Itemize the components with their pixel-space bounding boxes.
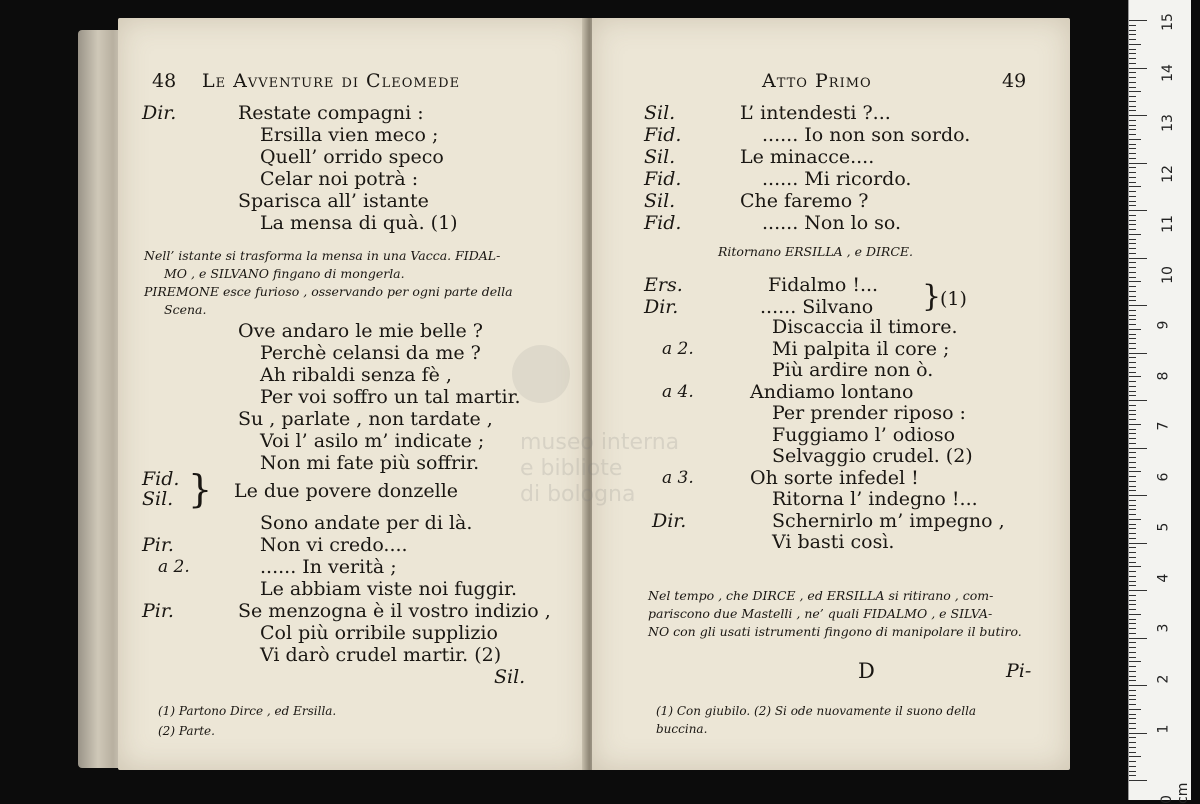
speaker-label: Dir. <box>142 102 177 124</box>
ruler-tick <box>1129 500 1136 501</box>
ruler-tick <box>1129 357 1136 358</box>
ruler-tick <box>1129 771 1136 772</box>
ruler-tick <box>1129 628 1136 629</box>
ruler-tick <box>1129 96 1136 97</box>
ruler-tick <box>1129 733 1147 734</box>
ruler-tick <box>1129 49 1136 50</box>
pir-verse-line: Col più orribile supplizio <box>260 622 498 644</box>
ruler-tick <box>1129 576 1136 577</box>
ruler-tick <box>1129 557 1136 558</box>
ruler-tick <box>1129 139 1141 140</box>
verse-line: Ersilla vien meco ; <box>260 124 439 146</box>
ruler-tick <box>1129 329 1141 330</box>
ruler-tick <box>1129 562 1136 563</box>
ruler-tick <box>1129 552 1136 553</box>
ruler-tick <box>1129 163 1147 164</box>
ruler-tick <box>1129 243 1136 244</box>
ruler-tick <box>1129 272 1136 273</box>
ruler-tick <box>1129 58 1136 59</box>
ruler-number: 3 <box>1155 623 1172 633</box>
ruler-tick <box>1129 148 1136 149</box>
ruler-tick <box>1129 338 1136 339</box>
right-page-number: 49 <box>1002 70 1027 92</box>
verse-line: La mensa di quà. (1) <box>260 212 458 234</box>
verse-line: Sparisca all’ istante <box>238 190 429 212</box>
ruler-tick <box>1129 296 1136 297</box>
ruler-tick <box>1129 115 1147 116</box>
ruler-tick <box>1129 647 1136 648</box>
ruler-tick <box>1129 410 1136 411</box>
ruler-tick <box>1129 386 1136 387</box>
verse-line: ...... Non lo so. <box>762 212 902 234</box>
ruler-number: 7 <box>1155 421 1172 431</box>
speaker-label: Fid. <box>644 168 682 190</box>
ruler-tick <box>1129 471 1141 472</box>
ruler-tick <box>1129 129 1136 130</box>
ruler-tick <box>1129 414 1136 415</box>
speaker-dir: Dir. <box>644 296 679 318</box>
speaker-label: a 3. <box>662 467 694 488</box>
verse-line: Discaccia il timore. <box>772 316 958 338</box>
ruler-tick <box>1129 262 1136 263</box>
verse-line: ...... Mi ricordo. <box>762 168 912 190</box>
right-page <box>592 18 1070 770</box>
ruler-tick <box>1129 652 1136 653</box>
ruler-tick <box>1129 196 1136 197</box>
ruler-tick <box>1129 353 1147 354</box>
brace-right: } <box>922 279 942 314</box>
ruler-tick <box>1129 638 1147 639</box>
ruler-tick <box>1129 547 1136 548</box>
ruler-number: 9 <box>1155 320 1172 330</box>
signature-mark: D <box>858 659 875 683</box>
watermark-logo <box>512 345 570 403</box>
ruler-tick <box>1129 495 1147 496</box>
ruler-tick <box>1129 766 1136 767</box>
ruler-tick <box>1129 34 1136 35</box>
ruler-tick <box>1129 623 1136 624</box>
ruler-tick <box>1129 752 1136 753</box>
ruler-tick <box>1129 680 1136 681</box>
ruler-tick <box>1129 239 1136 240</box>
ruler-tick <box>1129 253 1136 254</box>
ruler-tick <box>1129 334 1136 335</box>
ruler-number: 10 <box>1159 265 1176 284</box>
ruler-tick <box>1129 690 1136 691</box>
ruler-tick <box>1129 699 1136 700</box>
ruler-tick <box>1129 509 1136 510</box>
ruler-tick <box>1129 362 1136 363</box>
stage-bottom-1: Nel tempo , che DIRCE , ed ERSILLA si ritirano , com- <box>648 588 994 603</box>
stage-direction-4: Scena. <box>164 302 207 317</box>
ruler-number: 11 <box>1159 215 1176 233</box>
ruler-tick <box>1129 614 1141 615</box>
ruler-tick <box>1129 524 1136 525</box>
ruler-tick <box>1129 661 1141 662</box>
ruler-tick <box>1129 191 1136 192</box>
ruler-tick <box>1129 590 1147 591</box>
verse-line: Andiamo lontano <box>750 380 914 403</box>
ruler-number: 15 <box>1159 13 1176 31</box>
ruler-tick <box>1129 82 1136 83</box>
ruler-number: 8 <box>1155 371 1172 380</box>
ruler-tick <box>1129 543 1147 544</box>
ruler-tick <box>1129 538 1136 539</box>
ruler-tick <box>1129 44 1141 45</box>
ruler-tick <box>1129 424 1141 425</box>
watermark <box>520 430 679 508</box>
verse-line: Che faremo ? <box>740 190 869 212</box>
ruler-tick <box>1129 258 1147 259</box>
ruler-tick <box>1129 747 1136 748</box>
ruler-tick <box>1129 106 1136 107</box>
ruler-tick <box>1129 300 1136 301</box>
ruler-number: 6 <box>1155 472 1172 481</box>
aria-line: Voi l’ asilo m’ indicate ; <box>260 430 485 452</box>
ruler-tick <box>1129 429 1136 430</box>
ruler-tick <box>1129 671 1136 672</box>
right-footnote-1: (1) Con giubilo. (2) Si ode nuovamente il suono della <box>656 704 977 718</box>
ruler-tick <box>1129 609 1136 610</box>
ruler-tick <box>1129 25 1136 26</box>
duet-line-1: Le due povere donzelle <box>234 480 459 502</box>
ruler-tick <box>1129 600 1136 601</box>
aria-line: Ah ribaldi senza fè , <box>260 364 452 386</box>
speaker-label: Sil. <box>644 190 676 212</box>
ruler-tick <box>1129 77 1136 78</box>
ruler-tick <box>1129 533 1136 534</box>
ruler-tick <box>1129 742 1136 743</box>
ruler-tick <box>1129 528 1136 529</box>
speaker-label: a 4. <box>662 381 694 402</box>
speaker-label: Sil. <box>644 102 676 124</box>
ruler-tick <box>1129 467 1136 468</box>
ruler-tick <box>1129 234 1141 235</box>
ruler-tick <box>1129 723 1136 724</box>
ruler-number: 2 <box>1155 674 1172 683</box>
ruler-tick <box>1129 367 1136 368</box>
verse-line: Più ardire non ò. <box>772 359 934 381</box>
ruler-tick <box>1129 381 1136 382</box>
ruler-tick <box>1129 619 1136 620</box>
ruler-tick <box>1129 291 1136 292</box>
left-catchword: Sil. <box>494 666 526 688</box>
ruler-tick <box>1129 391 1136 392</box>
ruler-tick <box>1129 737 1136 738</box>
watermark-line-1: museo interna <box>520 430 680 455</box>
ruler-tick <box>1129 110 1136 111</box>
speaker-sil: Sil. <box>142 488 174 510</box>
speaker-label: a 2. <box>662 338 694 359</box>
ruler-tick <box>1129 709 1141 710</box>
ruler-tick <box>1129 319 1136 320</box>
ruler-tick <box>1129 101 1136 102</box>
ruler-tick <box>1129 604 1136 605</box>
ruler-tick <box>1129 134 1136 135</box>
ruler-tick <box>1129 775 1136 776</box>
pir-verse-line: Se menzogna è il vostro indizio , <box>238 600 551 622</box>
verse-line: Schernirlo m’ impegno , <box>772 509 1005 532</box>
ruler-tick <box>1129 728 1136 729</box>
ruler-tick <box>1129 486 1136 487</box>
ruler-tick <box>1129 571 1136 572</box>
ruler-tick <box>1129 595 1136 596</box>
ruler-tick <box>1129 186 1141 187</box>
ruler-tick <box>1129 566 1141 567</box>
ruler-tick <box>1129 53 1136 54</box>
ruler-tick <box>1129 581 1136 582</box>
ruler-number: 13 <box>1159 114 1176 132</box>
ruler-tick <box>1129 756 1141 757</box>
ruler-tick <box>1129 310 1136 311</box>
speaker-a2: a 2. <box>158 557 190 577</box>
ruler-tick <box>1129 657 1136 658</box>
ruler-tick <box>1129 210 1147 211</box>
ruler-tick <box>1129 443 1136 444</box>
ruler-tick <box>1129 215 1136 216</box>
ruler-tick <box>1129 91 1141 92</box>
right-catchword: Pi- <box>1006 660 1032 682</box>
ruler-tick <box>1129 780 1147 781</box>
ruler-tick <box>1129 714 1136 715</box>
ruler-tick <box>1129 695 1136 696</box>
ruler-tick <box>1129 438 1136 439</box>
ruler-tick <box>1129 20 1147 21</box>
ruler-tick <box>1129 205 1136 206</box>
ruler-tick <box>1129 457 1136 458</box>
stage-return: Ritornano ERSILLA , e DIRCE. <box>718 244 913 259</box>
ruler-tick <box>1129 348 1136 349</box>
speaker-label: Fid. <box>644 212 682 234</box>
verse-line: L’ intendesti ?... <box>740 102 891 124</box>
verse-line: Restate compagni : <box>238 102 424 124</box>
aria-line: Per voi soffro un tal martir. <box>260 386 521 408</box>
ruler-tick <box>1129 718 1136 719</box>
ruler-tick <box>1129 220 1136 221</box>
footnote-1: (1) Partono Dirce , ed Ersilla. <box>158 704 337 718</box>
ruler-tick <box>1129 182 1136 183</box>
ruler-tick <box>1129 433 1136 434</box>
ruler-tick <box>1129 452 1136 453</box>
ruler-tick <box>1129 519 1141 520</box>
ruler-tick <box>1129 153 1136 154</box>
duet-line-2: Sono andate per di là. <box>260 512 473 534</box>
ruler-tick <box>1129 315 1136 316</box>
speaker-label: Fid. <box>644 124 682 146</box>
stage-direction-2: MO , e SILVANO fingano di mongerla. <box>164 266 405 281</box>
verse-line: Quell’ orrido speco <box>260 146 444 168</box>
ruler-tick <box>1129 68 1147 69</box>
ruler-number: 5 <box>1155 522 1172 532</box>
ruler-tick <box>1129 144 1136 145</box>
aria-line: Su , parlate , non tardate , <box>238 408 493 430</box>
ruler-number: 14 <box>1159 63 1176 82</box>
measurement-ruler <box>1128 0 1191 804</box>
pir-verse-line: Vi darò crudel martir. (2) <box>260 644 502 666</box>
ruler-tick <box>1129 448 1147 449</box>
verse-line: Mi palpita il core ; <box>772 337 950 360</box>
ruler-tick <box>1129 481 1136 482</box>
ruler-tick <box>1129 490 1136 491</box>
stage-direction-3: PIREMONE esce furioso , osservando per ogni parte della <box>144 284 513 299</box>
ruler-tick <box>1129 281 1141 282</box>
a2-line-2: Le abbiam viste noi fuggir. <box>260 578 517 600</box>
ruler-tick <box>1129 63 1136 64</box>
speaker-fid: Fid. <box>142 468 180 490</box>
verse-line: Selvaggio crudel. (2) <box>772 445 973 467</box>
left-page <box>118 18 588 770</box>
ruler-tick <box>1129 400 1147 401</box>
ruler-tick <box>1129 125 1136 126</box>
stage-bottom-2: pariscono due Mastelli , ne’ quali FIDALMO , e SILVA- <box>648 606 993 621</box>
a2-line: ...... In verità ; <box>260 556 397 578</box>
watermark-line-2: e bibliote <box>520 456 623 481</box>
ruler-tick <box>1129 676 1136 677</box>
speaker-label: Sil. <box>644 146 676 168</box>
ruler-tick <box>1129 372 1136 373</box>
brace-left: } <box>188 467 213 511</box>
speaker-pir-2: Pir. <box>142 600 174 622</box>
aria-line: Ove andaro le mie belle ? <box>238 320 483 342</box>
aria-line: Non mi fate più soffrir. <box>260 452 480 474</box>
ruler-tick <box>1129 167 1136 168</box>
ruler-tick <box>1129 177 1136 178</box>
ruler-tick <box>1129 505 1136 506</box>
ruler-tick <box>1129 324 1136 325</box>
pir-line: Non vi credo.... <box>260 534 408 556</box>
footnote-2: (2) Parte. <box>158 724 215 738</box>
ruler-tick <box>1129 267 1136 268</box>
verse-line: ...... Io non son sordo. <box>762 124 971 146</box>
ruler-tick <box>1129 633 1136 634</box>
right-footnote-2: buccina. <box>656 722 708 736</box>
ruler-tick <box>1129 704 1136 705</box>
speaker-pir-1: Pir. <box>142 534 174 556</box>
ruler-tick <box>1129 405 1136 406</box>
ruler-number: 4 <box>1155 573 1172 582</box>
ruler-number: 12 <box>1159 164 1176 183</box>
ruler-tick <box>1129 39 1136 40</box>
speaker-label: Dir. <box>652 509 687 532</box>
verse-line: Oh sorte infedel ! <box>750 466 919 489</box>
aria-line: Perchè celansi da me ? <box>260 342 481 364</box>
verse-line: Ritorna l’ indegno !... <box>772 488 978 510</box>
stage-bottom-3: NO con gli usati istrumenti fingono di manipolare il butiro. <box>648 624 1022 639</box>
ruler-tick <box>1129 248 1136 249</box>
ruler-tick <box>1129 476 1136 477</box>
watermark-line-3: di bologna <box>520 482 636 507</box>
left-page-number: 48 <box>152 70 177 92</box>
ruler-tick <box>1129 286 1136 287</box>
ruler-tick <box>1129 87 1136 88</box>
ruler-tick <box>1129 666 1136 667</box>
left-running-header: Le Avventure di Cleomede <box>202 70 461 92</box>
verse-line: Vi basti così. <box>772 531 895 553</box>
ruler-number: 1 <box>1155 724 1172 734</box>
ruler-tick <box>1129 30 1136 31</box>
brace-footnote-ref: (1) <box>940 288 967 310</box>
ruler-tick <box>1129 419 1136 420</box>
ruler-tick <box>1129 685 1147 686</box>
speaker-ers: Ers. <box>644 274 683 296</box>
ruler-tick <box>1129 642 1136 643</box>
ruler-tick <box>1129 158 1136 159</box>
ruler-tick <box>1129 224 1136 225</box>
ruler-tick <box>1129 585 1136 586</box>
ruler-tick <box>1129 120 1136 121</box>
ruler-tick <box>1129 343 1136 344</box>
ruler-tick <box>1129 229 1136 230</box>
ruler-tick <box>1129 305 1147 306</box>
ruler-tick <box>1129 277 1136 278</box>
ers-line: Fidalmo !... <box>768 274 879 296</box>
ruler-tick <box>1129 395 1136 396</box>
ruler-tick <box>1129 172 1136 173</box>
stage-direction-1: Nell’ istante si trasforma la mensa in una Vacca. FIDAL- <box>144 248 501 263</box>
ruler-tick <box>1129 462 1136 463</box>
ruler-number: 0 cm <box>1159 782 1191 804</box>
ruler-tick <box>1129 72 1136 73</box>
right-running-header: Atto Primo <box>762 70 872 92</box>
ruler-tick <box>1129 514 1136 515</box>
dir-line: ...... Silvano <box>760 296 874 318</box>
verse-line: Per prender riposo : <box>772 402 966 424</box>
ruler-tick <box>1129 761 1136 762</box>
verse-line: Le minacce.... <box>740 146 875 168</box>
ruler-tick <box>1129 201 1136 202</box>
verse-line: Celar noi potrà : <box>260 168 419 190</box>
ruler-tick <box>1129 376 1141 377</box>
verse-line: Fuggiamo l’ odioso <box>772 423 956 446</box>
